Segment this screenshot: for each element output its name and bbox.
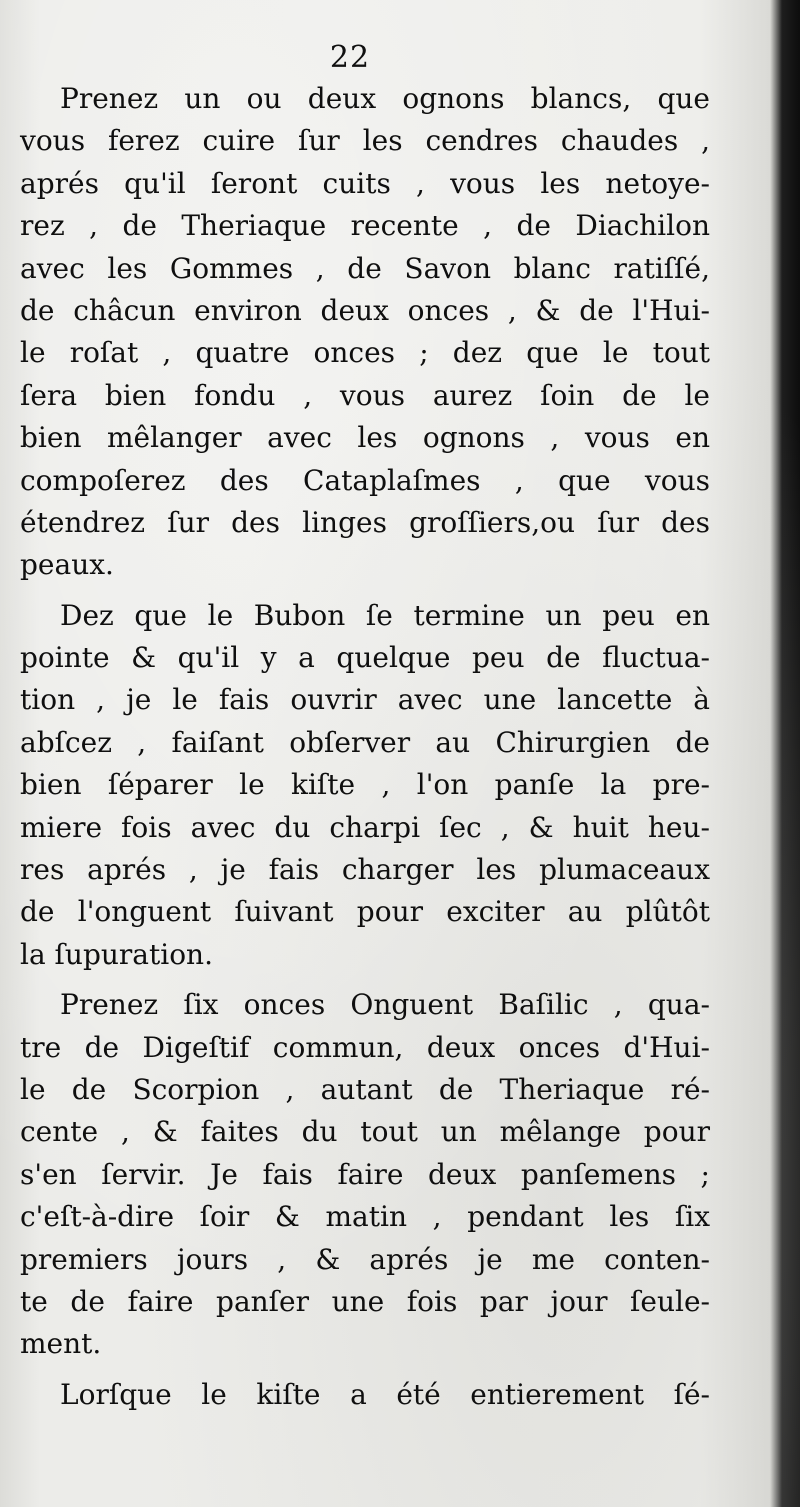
paragraph [20,595,710,977]
text-line: Lorſque le kiſte a été entierement ſé- [60,1377,710,1411]
text-line: de châcun environ deux onces , & de l'Hui- [20,293,710,327]
text-line: te de faire panſer une fois par jour ſeule- [20,1284,710,1318]
text-line: Prenez ſix onces Onguent Baſilic , qua- [60,988,710,1022]
paragraph [20,78,710,587]
text-line: ſera bien fondu , vous aurez ſoin de le [20,378,710,412]
body-text [20,78,710,1416]
text-line: peaux. [20,548,114,582]
paragraph [20,984,710,1366]
text-line: aprés qu'il ſeront cuits , vous les netoye- [20,166,710,200]
text-line: compoſerez des Cataplaſmes , que vous [20,463,710,497]
text-line: le roſat , quatre onces ; dez que le tout [20,336,710,370]
text-line: vous ferez cuire ſur les cendres chaudes , [20,124,710,158]
text-line: rez , de Theriaque recente , de Diachilon [20,209,710,243]
page-number: 22 [329,40,371,75]
text-line: avec les Gommes , de Savon blanc ratiſſé, [20,251,710,285]
text-line: premiers jours , & aprés je me conten- [20,1242,710,1276]
text-line: pointe & qu'il y a quelque peu de fluctua- [20,641,710,675]
text-line: tre de Digeſtif commun, deux onces d'Hui- [20,1030,710,1064]
text-line: c'eſt-à-dire ſoir & matin , pendant les ſix [20,1200,710,1234]
text-line: ment. [20,1327,102,1361]
text-line: de l'onguent ſuivant pour exciter au plûtôt [20,895,710,929]
text-line: Prenez un ou deux ognons blancs, que [60,82,710,115]
text-line: bien mêlanger avec les ognons , vous en [20,421,710,455]
text-line: Dez que le Bubon ſe termine un peu en [60,598,710,632]
text-line: bien ſéparer le kiſte , l'on panſe la pre- [20,768,710,802]
paragraph [20,1374,710,1416]
text-line: cente , & faites du tout un mêlange pour [20,1115,710,1149]
text-line: miere fois avec du charpi ſec , & huit heu- [20,810,710,844]
text-line: abſcez , faiſant obſerver au Chirurgien de [20,725,710,759]
text-line: tion , je le fais ouvrir avec une lancette à [20,683,710,717]
text-line: s'en ſervir. Je fais faire deux panſemens ; [20,1157,710,1191]
text-line: étendrez ſur des linges groſſiers,ou ſur des [20,505,710,539]
text-line: res aprés , je fais charger les plumaceaux [20,853,710,887]
text-line: le de Scorpion , autant de Theriaque ré- [20,1072,710,1106]
text-line: la ſupuration. [20,937,213,971]
